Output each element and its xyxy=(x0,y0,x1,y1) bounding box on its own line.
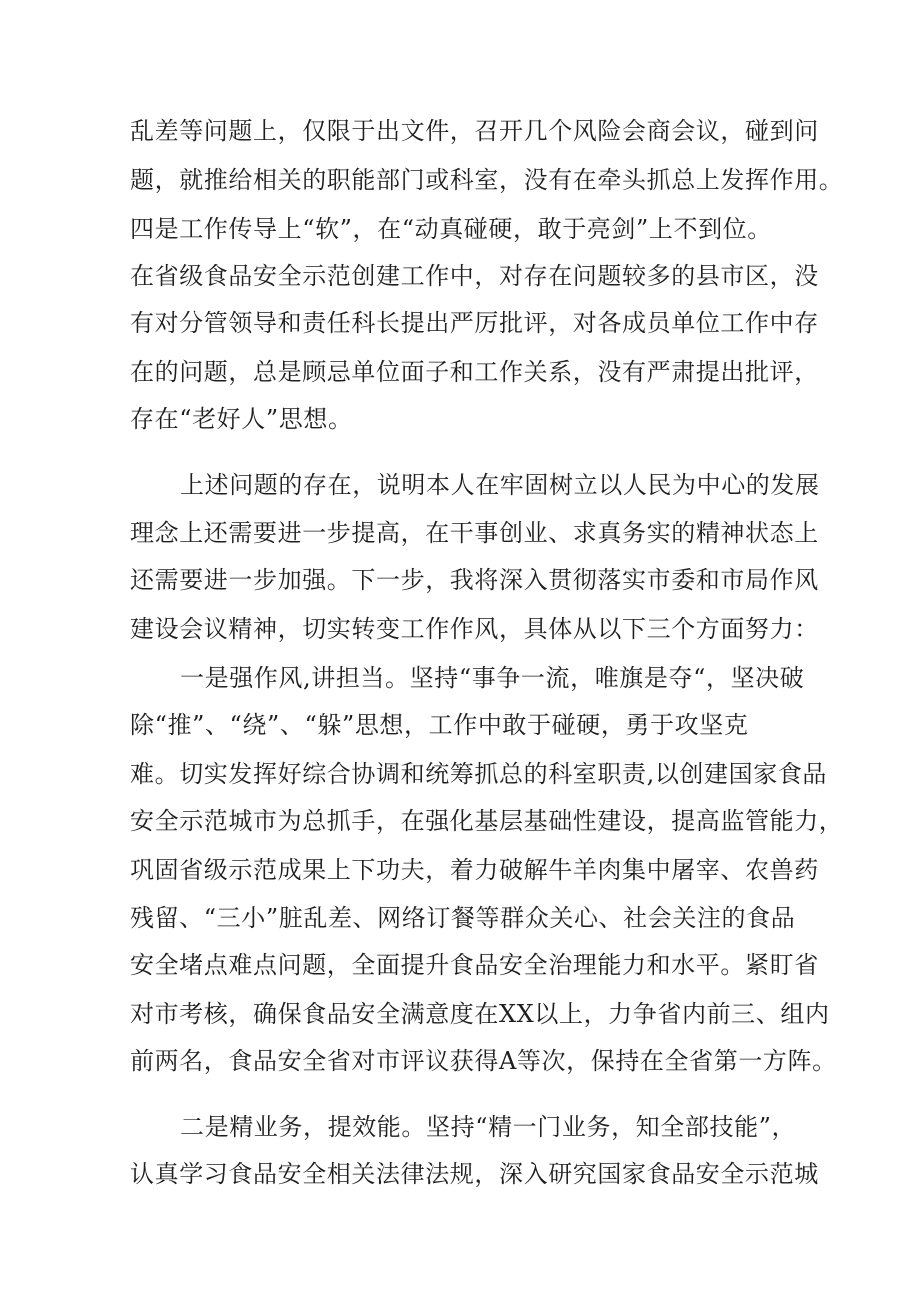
text-line-14: 难。切实发挥好综合协调和统筹抓总的科室职责,以创建国家食品 xyxy=(130,760,828,788)
text-line-22: 认真学习食品安全相关法律法规，深入研究国家食品安全示范城 xyxy=(130,1160,819,1188)
text-line-1: 乱差等问题上，仅限于出文件，召开几个风险会商会议，碰到问 xyxy=(130,117,819,145)
text-line-13: 除“推”、“绕”、“躲”思想，工作中敢于碰硬，勇于攻坚克 xyxy=(130,711,749,739)
text-line-15: 安全示范城市为总抓手，在强化基层基础性建设，提高监管能力， xyxy=(130,807,844,835)
text-line-16: 巩固省级示范成果上下功夫，着力破解牛羊肉集中屠宰、农兽药 xyxy=(130,856,819,884)
text-line-20: 前两名，食品安全省对市评议获得A等次，保持在全省第一方阵。 xyxy=(130,1047,837,1075)
text-line-10: 还需要进一步加强。下一步，我将深入贯彻落实市委和市局作风 xyxy=(130,566,819,594)
text-line-11: 建设会议精神，切实转变工作作风，具体从以下三个方面努力： xyxy=(130,615,819,643)
text-line-19: 对市考核，确保食品安全满意度在XX以上，力争省内前三、组内 xyxy=(130,1000,830,1028)
text-line-18: 安全堵点难点问题，全面提升食品安全治理能力和水平。紧盯省 xyxy=(130,951,819,979)
text-line-17: 残留、“三小”脏乱差、网络订餐等群众关心、社会关注的食品 xyxy=(130,904,796,932)
text-line-12: 一是强作风,讲担当。坚持“事争一流，唯旗是夺“，坚决破 xyxy=(180,664,805,692)
text-line-5: 有对分管领导和责任科长提出严厉批评，对各成员单位工作中存 xyxy=(130,309,819,337)
text-line-6: 在的问题，总是顾忌单位面子和工作关系，没有严肃提出批评， xyxy=(130,358,819,386)
text-line-21: 二是精业务，提效能。坚持“精一门业务，知全部技能”， xyxy=(180,1113,797,1141)
text-line-8: 上述问题的存在，说明本人在牢固树立以人民为中心的发展 xyxy=(180,471,820,499)
text-line-2: 题，就推给相关的职能部门或科室，没有在牵头抓总上发挥作用。 xyxy=(130,166,844,194)
text-line-4: 在省级食品安全示范创建工作中，对存在问题较多的县市区，没 xyxy=(130,262,819,290)
text-line-3: 四是工作传导上“软”，在“动真碰硬，敢于亮剑”上不到位。 xyxy=(130,215,772,243)
text-line-9: 理念上还需要进一步提高，在干事创业、求真务实的精神状态上 xyxy=(130,519,819,547)
text-line-7: 存在“老好人”思想。 xyxy=(130,405,353,433)
